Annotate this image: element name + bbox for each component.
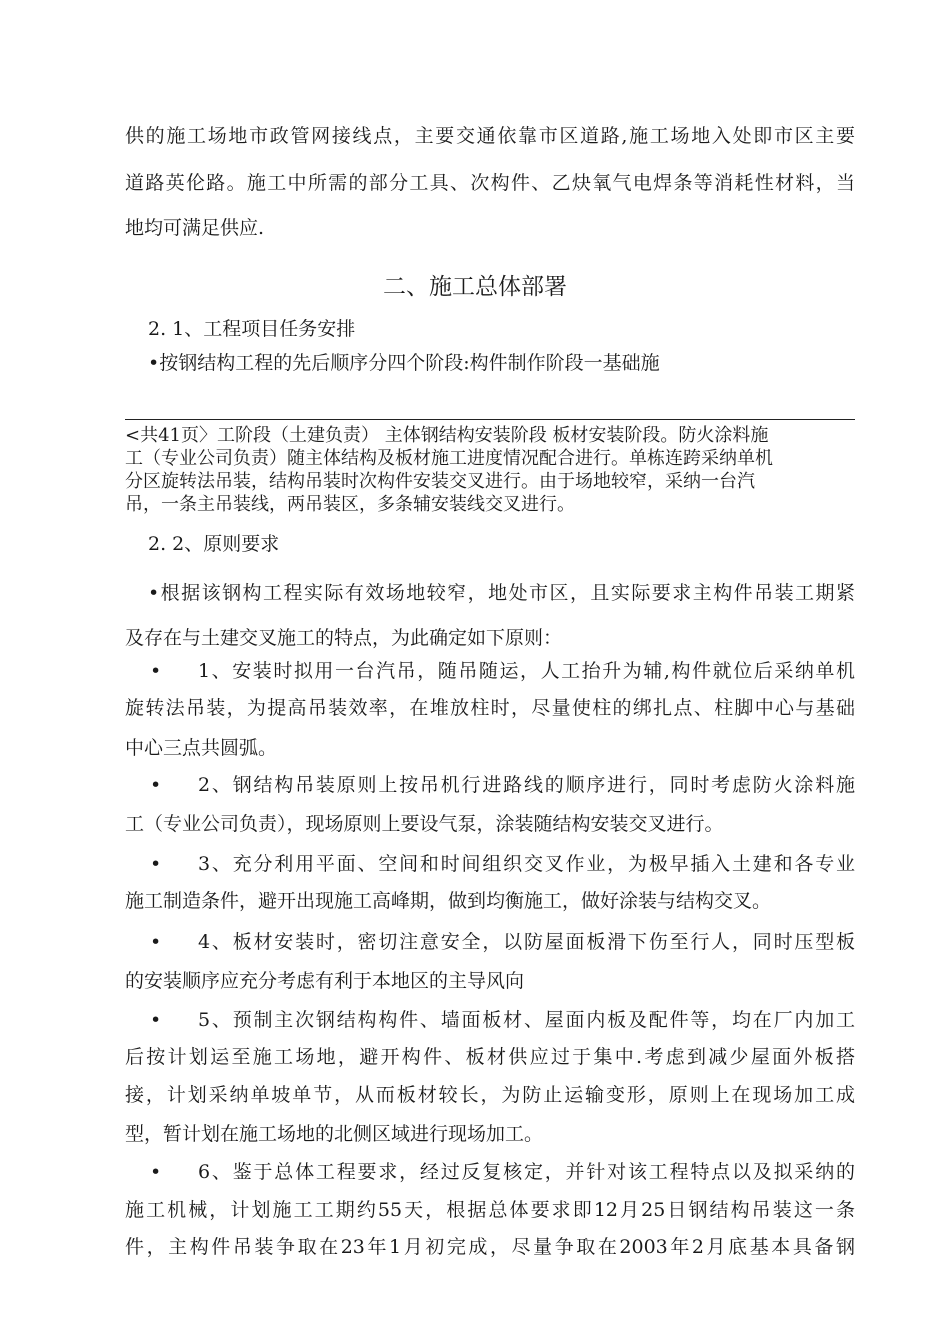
footnote-line: 分区旋转法吊装，结构吊装时次构件安装交叉进行。由于场地较窄，采纳一台汽 [125,471,755,492]
intro-line: 地均可满足供应. [125,217,265,239]
bullet-icon: • [150,1161,162,1183]
principle-line: 1、安装时拟用一台汽吊，随吊随运，人工抬升为辅,构件就位后采纳单机 [198,660,855,682]
bullet-icon: • [150,660,162,682]
principle-line: 件，主构件吊装争取在23年1月初完成，尽量争取在2003年2月底基本具备钢 [125,1236,855,1258]
paragraph-line: 及存在与土建交叉施工的特点，为此确定如下原则： [125,627,563,649]
principle-line: 5、预制主次钢结构构件、墙面板材、屋面内板及配件等，均在厂内加工 [198,1009,855,1031]
principle-line: 型，暂计划在施工场地的北侧区域进行现场加工。 [125,1123,544,1145]
principle-line: 3、充分利用平面、空间和时间组织交叉作业，为极早插入土建和各专业 [198,853,855,875]
principle-line: 中心三点共圆弧。 [125,737,278,759]
bullet-icon: • [150,1009,162,1031]
paragraph-line: •根据该钢构工程实际有效场地较窄，地处市区，且实际要求主构件吊装工期紧 [148,582,855,604]
footnote-line: 工（专业公司负责）随主体结构及板材施工进度情况配合进行。单栋连跨采纳单机 [125,448,773,469]
footnote-separator [125,419,855,420]
section-heading: 二、施工总体部署 [383,274,567,300]
bullet-icon: • [150,774,162,796]
footnote-line: <共41页〉工阶段（土建负责） 主体钢结构安装阶段 板材安装阶段。防火涂料施 [125,425,769,446]
footnote-line: 吊，一条主吊装线，两吊装区，多条辅安装线交叉进行。 [125,494,575,515]
principle-line: 4、板材安装时，密切注意安全，以防屋面板滑下伤至行人，同时压型板 [198,931,855,953]
subsection-title: 2. 1、工程项目任务安排 [148,318,356,340]
intro-line: 道路英伦路。施工中所需的部分工具、次构件、乙炔氧气电焊条等消耗性材料，当 [125,172,855,194]
principle-line: 2、钢结构吊装原则上按吊机行进路线的顺序进行，同时考虑防火涂料施 [198,774,855,796]
bullet-icon: • [150,931,162,953]
principle-line: 施工制造条件，避开出现施工高峰期，做到均衡施工，做好涂装与结构交叉。 [125,890,772,912]
principle-line: 施工机械，计划施工工期约55天，根据总体要求即12月25日钢结构吊装这一条 [125,1199,855,1221]
principle-line: 接，计划采纳单坡单节，从而板材较长，为防止运输变形，原则上在现场加工成 [125,1084,855,1106]
bullet-paragraph: •按钢结构工程的先后顺序分四个阶段:构件制作阶段一基础施 [148,352,660,374]
principle-line: 的安装顺序应充分考虑有利于本地区的主导风向 [125,970,525,992]
principle-line: 后按计划运至施工场地，避开构件、板材供应过于集中.考虑到减少屋面外板搭 [125,1046,855,1068]
principle-line: 6、鉴于总体工程要求，经过反复核定，并针对该工程特点以及拟采纳的 [198,1161,855,1183]
principle-line: 工（专业公司负责），现场原则上要设气泵，涂装随结构安装交叉进行。 [125,813,724,835]
intro-line: 供的施工场地市政管网接线点，主要交通依靠市区道路,施工场地入处即市区主要 [125,125,855,147]
subsection-title: 2. 2、原则要求 [148,533,280,555]
bullet-icon: • [150,853,162,875]
principle-line: 旋转法吊装，为提高吊装效率，在堆放柱时，尽量使柱的绑扎点、柱脚中心与基础 [125,697,855,719]
